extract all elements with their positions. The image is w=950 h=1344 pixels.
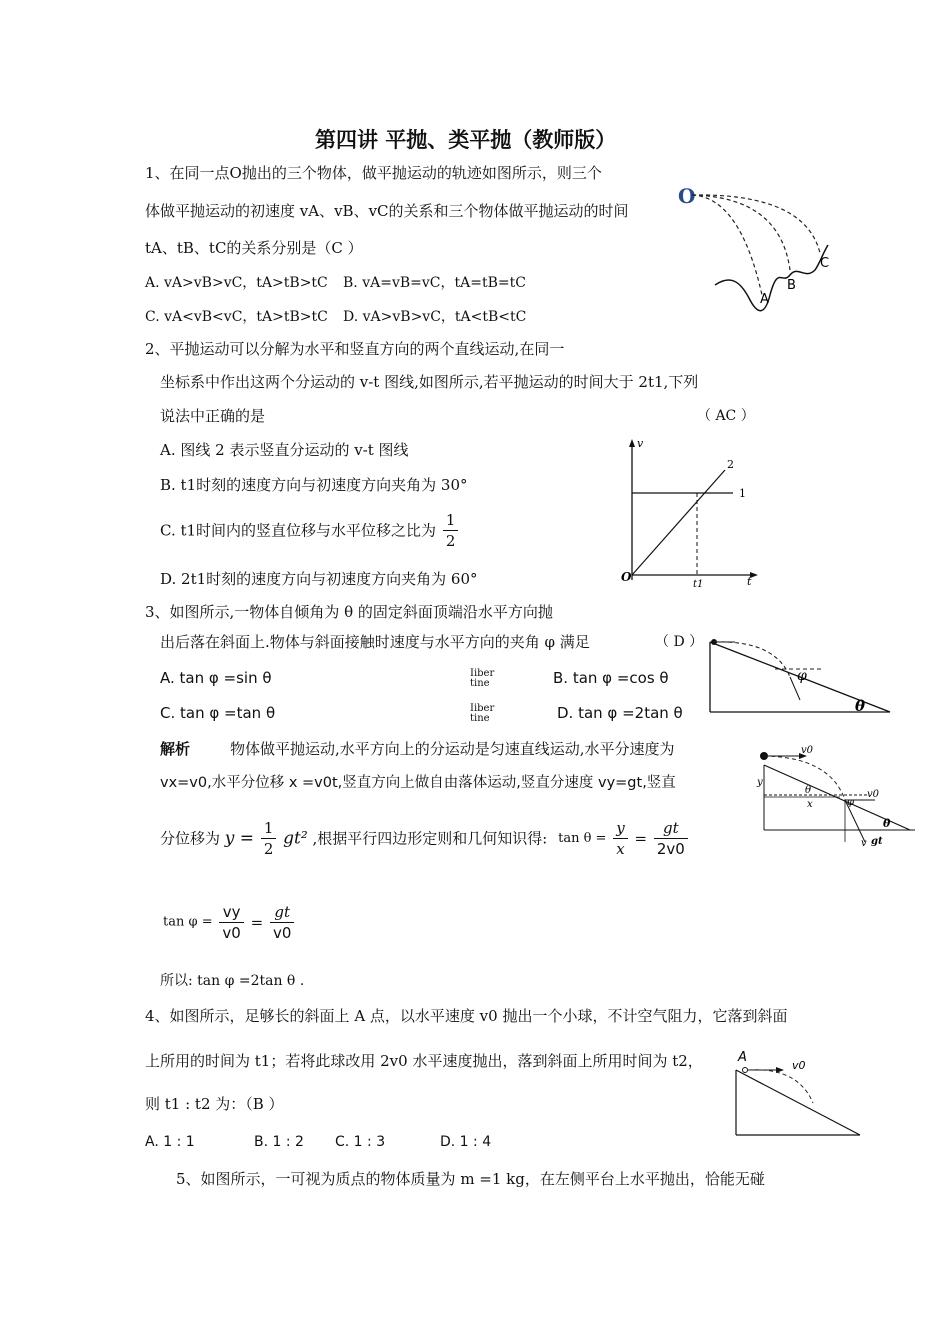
q5-line1: 5、如图所示，一可视为质点的物体质量为 m =1 kg，在左侧平台上水平抛出，恰能无碰 bbox=[176, 1170, 765, 1188]
q4-option-a: A. 1 : 1 bbox=[145, 1134, 195, 1150]
analysis-conclusion: 所以: tan φ =2tan θ . bbox=[160, 973, 305, 989]
eq3: tan φ = $\frac{vy}{v0}$ = $\frac{gt}{v0}$ bbox=[163, 902, 296, 943]
fig2-phi-label: φ bbox=[847, 797, 855, 808]
q2-frac-numerator: 1 bbox=[443, 510, 459, 531]
q3-option-b: B. tan φ =cos θ bbox=[553, 669, 669, 687]
label-a: A bbox=[760, 292, 769, 307]
q4-v0-label: v0 bbox=[792, 1059, 806, 1072]
q3-glyph-1: Iiber tine bbox=[470, 668, 495, 689]
q2-option-c-text: C. t1时间内的竖直位移与水平位移之比为 bbox=[160, 521, 437, 540]
q2-frac-denominator: 2 bbox=[445, 532, 456, 550]
q3-theta-label: θ bbox=[855, 697, 866, 715]
line-1-label: 1 bbox=[739, 487, 746, 500]
label-b: B bbox=[787, 278, 796, 293]
q3-option-d: D. tan φ =2tan θ bbox=[557, 704, 683, 722]
q1-option-b: B. vA=vB=vC，tA=tB=tC bbox=[343, 275, 526, 291]
analysis-line3: 分位移为 y = $\frac{1}{2}$ gt² ,根据平行四边形定则和几何知识得: tan θ = $\frac{y}{x}$ = $\frac{gt}{2v0}$ bbox=[160, 818, 690, 859]
q4-label-a: A bbox=[738, 1050, 747, 1065]
q3-line2: 出后落在斜面上.物体与斜面接触时速度与水平方向的夹角 φ 满足 bbox=[160, 633, 590, 651]
analysis-figure bbox=[755, 745, 925, 850]
analysis-line2: vx=v0,水平分位移 x =v0t,竖直方向上做自由落体运动,竖直分速度 vy=gt,竖直 bbox=[160, 775, 676, 791]
trajectory-c bbox=[692, 195, 820, 253]
eq1-rhs: gt² bbox=[283, 828, 308, 849]
q1-option-a: A. vA>vB>vC，tA>tB>tC bbox=[145, 275, 328, 291]
q3-option-c: C. tan φ =tan θ bbox=[160, 704, 276, 722]
fig2-x-label: x bbox=[807, 799, 813, 810]
line-2 bbox=[632, 470, 725, 575]
analysis-line3-mid: ,根据平行四边形定则和几何知识得: bbox=[312, 829, 548, 848]
q2-line1: 2、平抛运动可以分解为水平和竖直方向的两个直线运动,在同一 bbox=[145, 340, 565, 358]
q1-option-c: C. vA<vB<vC，tA>tB>tC bbox=[145, 309, 328, 325]
q2-answer: （ AC ） bbox=[697, 408, 755, 424]
q4-option-d: D. 1 : 4 bbox=[440, 1134, 492, 1150]
q1-line3: tA、tB、tC的关系分别是（C ） bbox=[145, 239, 363, 257]
q1-option-d: D. vA>vB>vC，tA<tB<tC bbox=[343, 309, 527, 325]
t-axis-label: t bbox=[747, 575, 752, 588]
q1-trajectory-figure bbox=[670, 175, 840, 325]
q2-option-b: B. t1时刻的速度方向与初速度方向夹角为 30° bbox=[160, 476, 468, 494]
eq3-d1: v0 bbox=[222, 924, 241, 942]
analysis-line1: 物体做平抛运动,水平方向上的分运动是匀速直线运动,水平分速度为 bbox=[230, 740, 675, 758]
q2-option-a: A. 图线 2 表示竖直分运动的 v-t 图线 bbox=[160, 441, 409, 459]
eq3-n2: gt bbox=[270, 902, 294, 923]
eq1-num: 1 bbox=[261, 818, 277, 839]
graph-origin-label: O bbox=[621, 570, 632, 584]
q3-answer: （ D ） bbox=[655, 634, 704, 650]
t1-tick-label: t1 bbox=[693, 579, 704, 590]
analysis-line3-pre: 分位移为 bbox=[160, 829, 221, 848]
eq1-lhs: y = bbox=[224, 828, 255, 849]
q2-option-d: D. 2t1时刻的速度方向与初速度方向夹角为 60° bbox=[160, 570, 478, 588]
q3-phi-label: φ bbox=[797, 668, 807, 684]
q1-line2: 体做平抛运动的初速度 vA、vB、vC的关系和三个物体做平抛运动的时间 bbox=[145, 202, 629, 220]
eq2-n1: y bbox=[613, 818, 627, 839]
eq2-lhs: tan θ = bbox=[558, 830, 607, 846]
fig2-v-label: v bbox=[861, 838, 867, 849]
q2-option-c bbox=[160, 510, 460, 551]
q2-vt-graph bbox=[615, 435, 760, 590]
eq2-d1: x bbox=[616, 840, 625, 858]
q4-line2: 上所用的时间为 t1；若将此球改用 2v0 水平速度抛出，落到斜面上所用时间为 t2， bbox=[145, 1052, 703, 1070]
page-title: 第四讲 平抛、类平抛（教师版） bbox=[315, 127, 617, 152]
eq3-d2: v0 bbox=[272, 924, 292, 942]
q3-line1: 3、如图所示,一物体自倾角为 θ 的固定斜面顶端沿水平方向抛 bbox=[145, 603, 553, 621]
q4-incline-figure bbox=[728, 1045, 868, 1140]
eq3-lhs: tan φ = bbox=[163, 914, 213, 930]
fig2-v0-top: v0 bbox=[801, 745, 814, 756]
q1-origin-label: O bbox=[678, 184, 696, 208]
q4-line3: 则 t1 : t2 为：（B ） bbox=[145, 1095, 284, 1113]
fig2-theta-1: θ bbox=[805, 785, 812, 796]
q1-line1: 1、在同一点O抛出的三个物体，做平抛运动的轨迹如图所示，则三个 bbox=[145, 164, 602, 182]
q3-option-a: A. tan φ =sin θ bbox=[160, 669, 272, 687]
q4-option-b: B. 1 : 2 bbox=[254, 1134, 304, 1150]
fig2-theta-2: θ bbox=[883, 817, 891, 830]
q4-line1: 4、如图所示，足够长的斜面上 A 点，以水平速度 v0 抛出一个小球，不计空气阻力，它落到斜面 bbox=[145, 1007, 788, 1025]
eq2-n2: gt bbox=[654, 818, 688, 839]
fig2-y-label: y bbox=[757, 777, 763, 788]
line-2-label: 2 bbox=[727, 458, 734, 471]
eq1-den: 2 bbox=[263, 840, 274, 858]
label-c: C bbox=[820, 256, 830, 271]
v-axis-label: v bbox=[637, 437, 644, 450]
eq3-n1: vy bbox=[219, 902, 243, 923]
q4-option-c: C. 1 : 3 bbox=[335, 1134, 386, 1150]
eq2-d2: 2v0 bbox=[656, 840, 685, 858]
q3-incline-figure bbox=[705, 632, 895, 717]
fig2-v0-right: v0 bbox=[867, 789, 880, 800]
q2-line2: 坐标系中作出这两个分运动的 v-t 图线,如图所示,若平抛运动的时间大于 2t1,下列 bbox=[160, 373, 699, 391]
ground-curve bbox=[715, 245, 828, 311]
q3-glyph-2: Iiber tine bbox=[470, 703, 495, 724]
analysis-heading: 解析 bbox=[160, 740, 191, 758]
fig2-gt-label: gt bbox=[871, 836, 883, 847]
q2-line3: 说法中正确的是 bbox=[160, 407, 266, 425]
